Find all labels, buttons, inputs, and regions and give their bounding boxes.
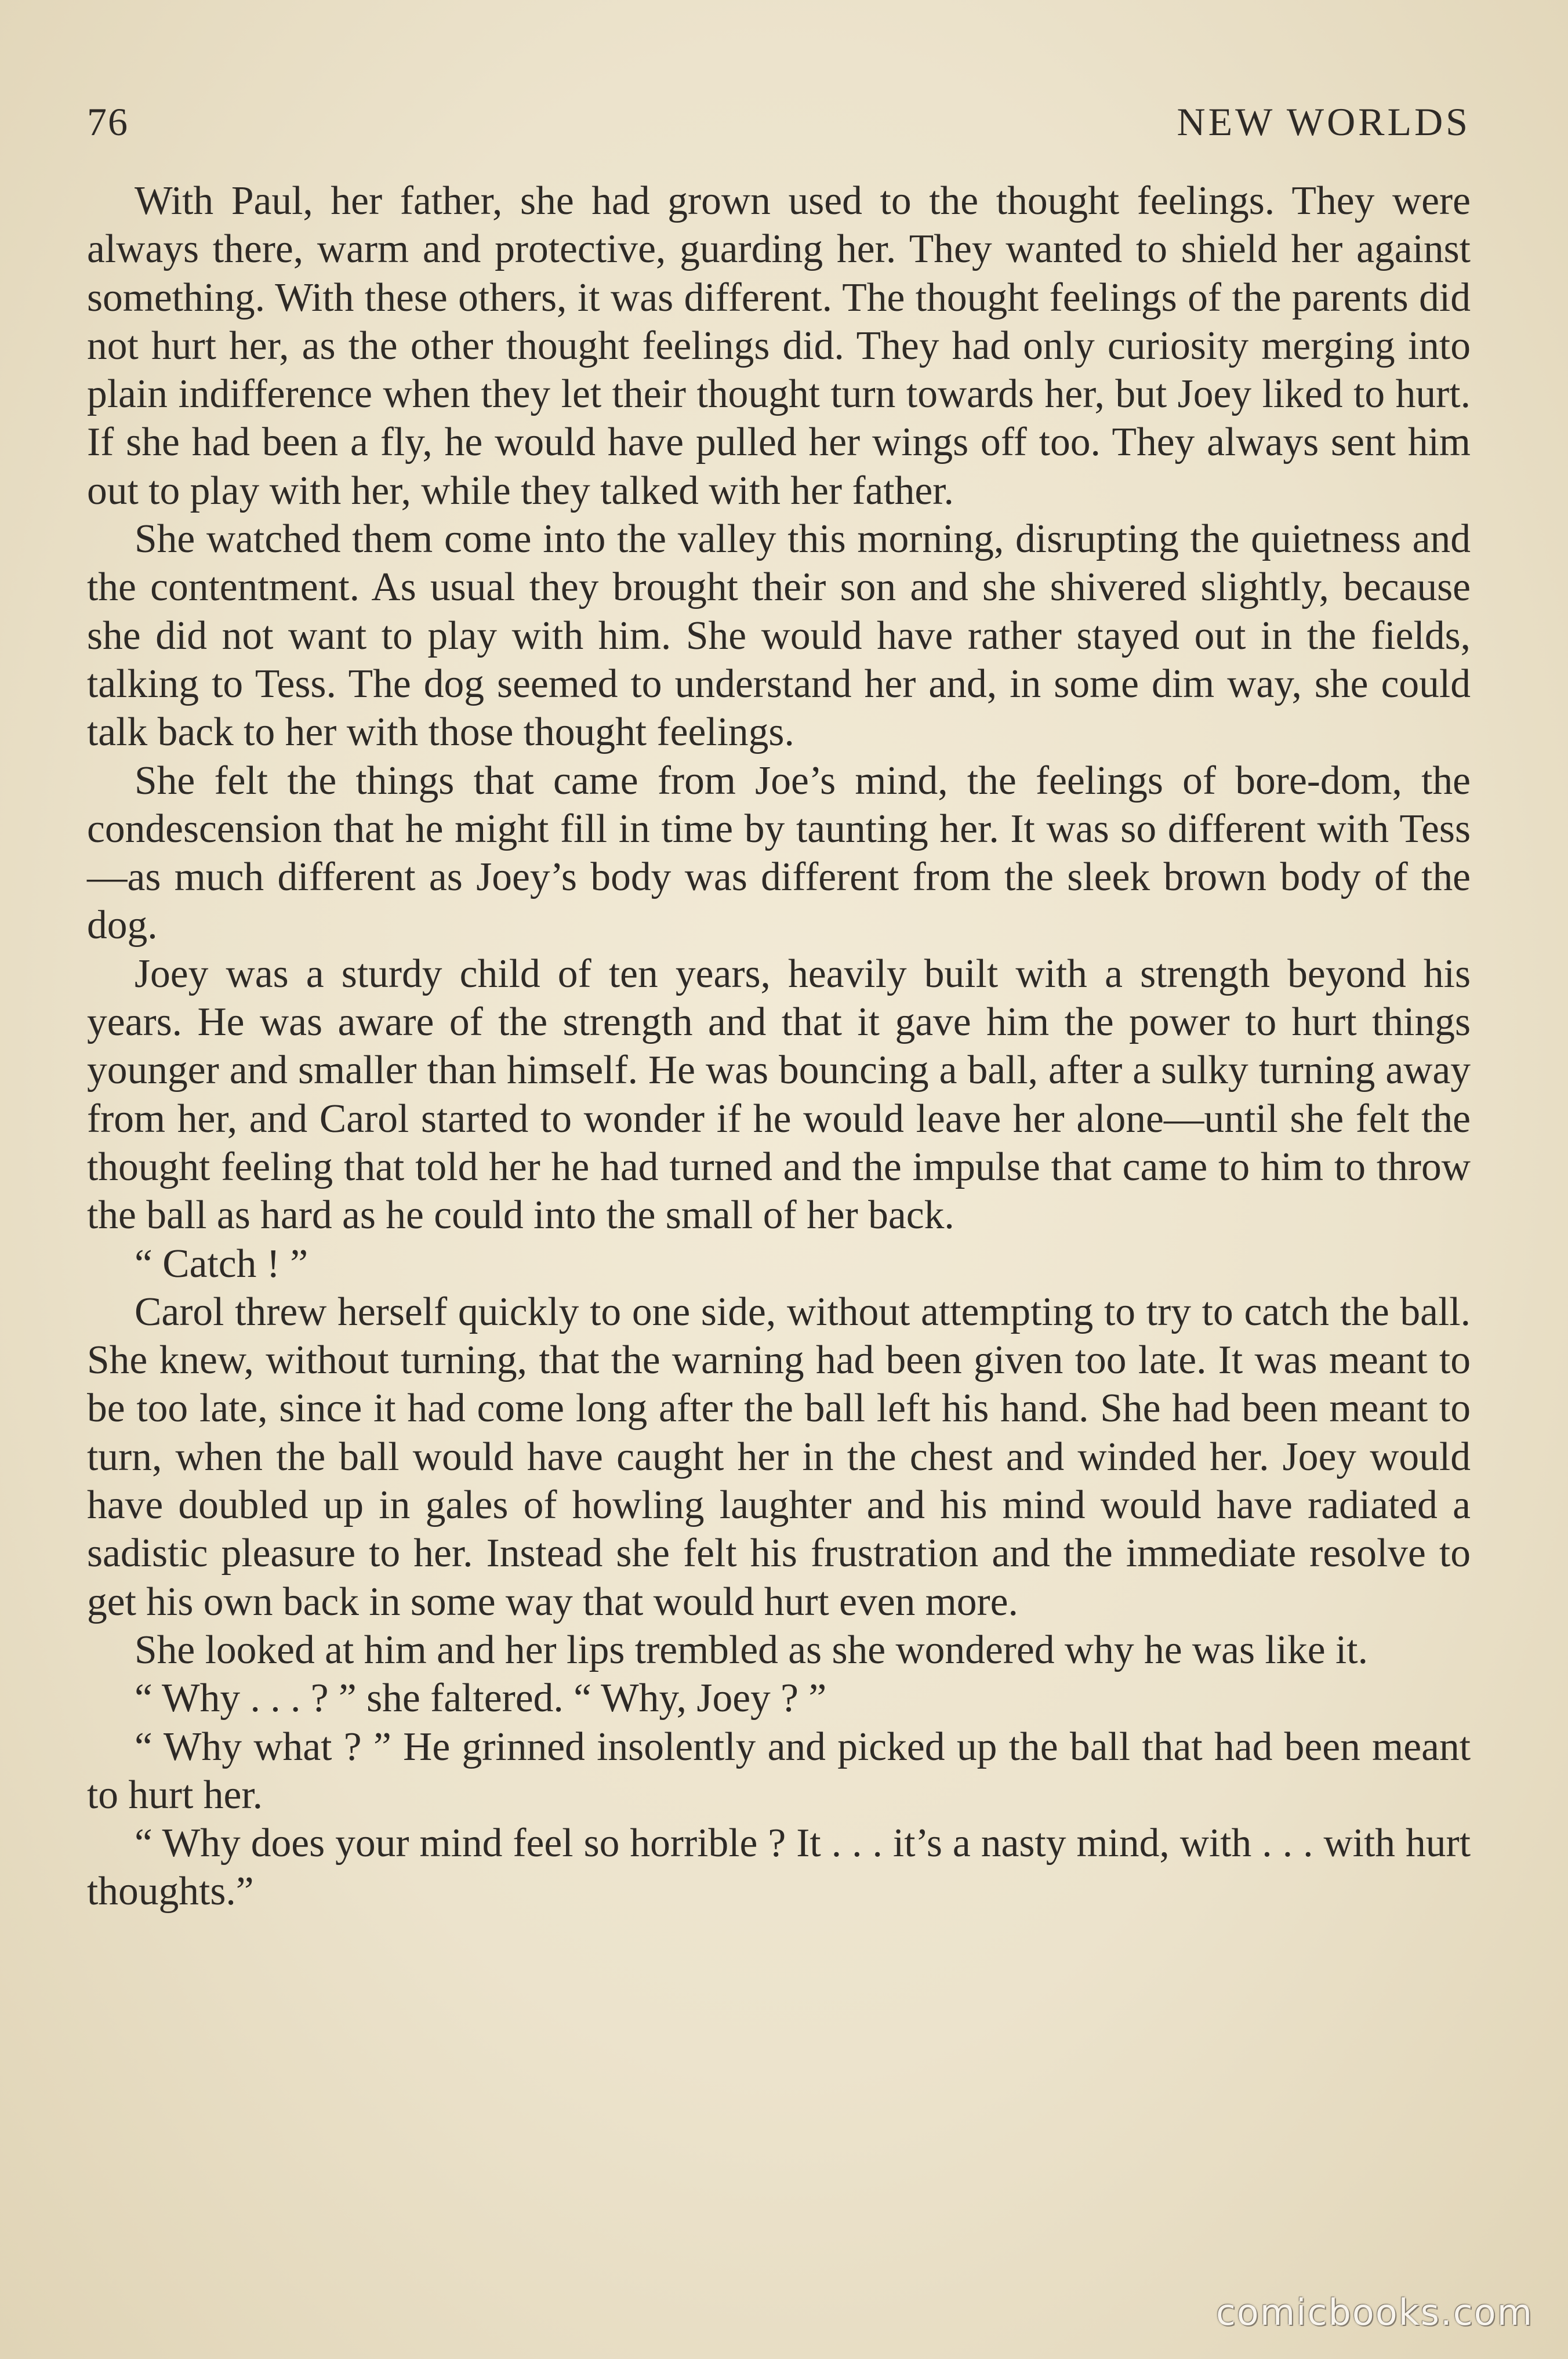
page-number: 76	[87, 100, 129, 144]
paragraph: She felt the things that came from Joe’s mind, the feelings of bore-dom, the condescension that he might fill in time by taunting her. It was so different with Tess—as much different as Joey’s body was different from the sleek brown body of the dog.	[87, 758, 1471, 948]
page-header	[87, 81, 1471, 145]
paragraph: She looked at him and her lips trembled as she wondered why he was like it.	[135, 1627, 1368, 1672]
paragraph: “ Why . . . ? ” she faltered. “ Why, Joey ? ”	[135, 1676, 827, 1721]
paragraph: With Paul, her father, she had grown used to the thought feelings. They were always there, warm and protective, guarding her. They wanted to shield her against something. With these others, it was different. The thought feelings of the parents did not hurt her, as the other thought feelings did. They had only curiosity merging into plain indifference when they let their thought turn towards her, but Joey liked to hurt. If she had been a fly, he would have pulled her wings off too. They always sent him out to play with her, while they talked with her father.	[87, 179, 1471, 513]
running-title: NEW WORLDS	[1177, 100, 1471, 144]
paragraph: Joey was a sturdy child of ten years, heavily built with a strength beyond his years. He was aware of the strength and that it gave him the power to hurt things younger and smaller than himself. He was bouncing a ball, after a sulky turning away from her, and Carol started to wonder if he would leave her alone—until she felt the thought feeling that told her he had turned and the impulse that came to him to throw the ball as hard as he could into the small of her back.	[87, 951, 1471, 1238]
paragraph: “ Why does your mind feel so horrible ? It . . . it’s a nasty mind, with . . . with hurt thoughts.”	[87, 1821, 1471, 1914]
paragraph: Carol threw herself quickly to one side, without attempting to try to catch the ball. She knew, without turning, that the warning had been given too late. It was meant to be too late, since it had come long after the ball left his hand. She had been meant to turn, when the ball would have caught her in the chest and winded her. Joey would have doubled up in gales of howling laughter and his mind would have radiated a sadistic pleasure to her. Instead she felt his frustration and the immediate resolve to get his own back in some way that would hurt even more.	[87, 1289, 1471, 1624]
paragraph: She watched them come into the valley this morning, disrupting the quietness and the contentment. As usual they brought their son and she shivered slightly, because she did not want to play with him. She would have rather stayed out in the fields, talking to Tess. The dog seemed to understand her and, in some dim way, she could talk back to her with those thought feelings.	[87, 517, 1471, 755]
paragraph: “ Catch ! ”	[135, 1241, 308, 1286]
watermark: comicbooks.com	[1215, 2291, 1533, 2333]
body-text	[87, 177, 1471, 1916]
paragraph: “ Why what ? ” He grinned insolently and picked up the ball that had been meant to hurt her.	[87, 1724, 1471, 1817]
